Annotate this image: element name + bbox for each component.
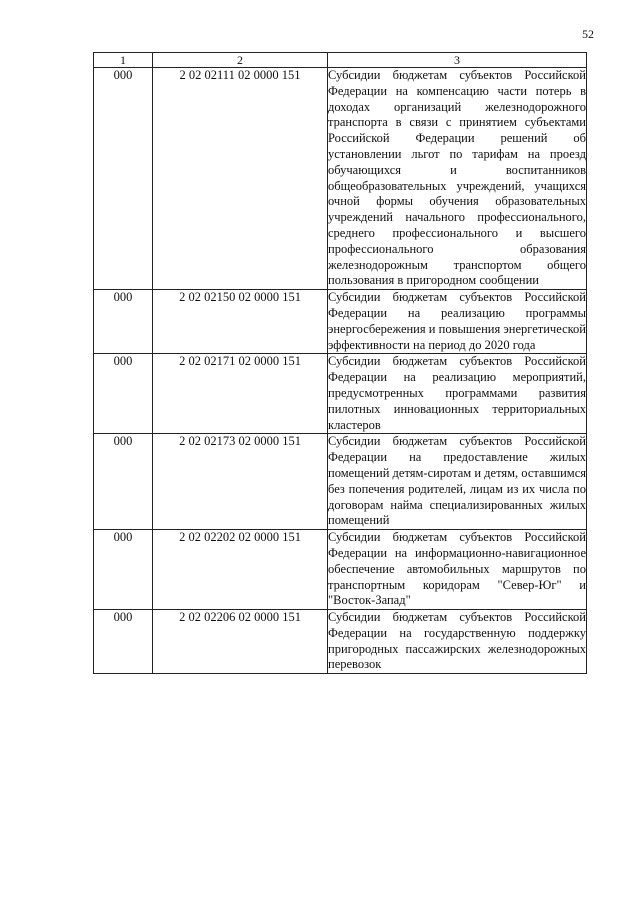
description-cell: Субсидии бюджетам субъектов Российской Федерации на реализацию мероприятий, предусмотренных программами развития пилотных инновационных территориальных кластеров [328, 354, 587, 434]
column-header-3: 3 [328, 53, 587, 68]
admin-code-cell: 000 [94, 68, 153, 290]
description-cell: Субсидии бюджетам субъектов Российской Федерации на компенсацию части потерь в доходах организаций железнодорожного транспорта в связи с принятием субъектами Российской Федерации решений об установлении льгот по тарифам на проезд обучающихся и воспитанников общеобразовательных учреждений, учащихся очной формы обучения образовательных учреждений начального профессионального, среднего профессионального и высшего профессионального образования железнодорожным транспортом общего пользования в пригородном сообщении [328, 68, 587, 290]
admin-code-cell: 000 [94, 354, 153, 434]
income-code-cell: 2 02 02150 02 0000 151 [153, 290, 328, 354]
admin-code-cell: 000 [94, 530, 153, 610]
admin-code-cell: 000 [94, 434, 153, 530]
page-number: 52 [582, 27, 594, 41]
table-row [94, 434, 587, 530]
income-code-cell: 2 02 02171 02 0000 151 [153, 354, 328, 434]
table-row [94, 290, 587, 354]
budget-classification-table [93, 52, 587, 674]
table-row [94, 530, 587, 610]
description-cell: Субсидии бюджетам субъектов Российской Федерации на предоставление жилых помещений детям-сиротам и детям, оставшимся без попечения родителей, лицам из их числа по договорам найма специализированных жилых помещений [328, 434, 587, 530]
admin-code-cell: 000 [94, 610, 153, 674]
admin-code-cell: 000 [94, 290, 153, 354]
table-row [94, 68, 587, 290]
description-cell: Субсидии бюджетам субъектов Российской Федерации на государственную поддержку пригородных пассажирских железнодорожных перевозок [328, 610, 587, 674]
income-code-cell: 2 02 02206 02 0000 151 [153, 610, 328, 674]
description-cell: Субсидии бюджетам субъектов Российской Федерации на информационно-навигационное обеспечение автомобильных маршрутов по транспортным коридорам "Север-Юг" и "Восток-Запад" [328, 530, 587, 610]
income-code-cell: 2 02 02202 02 0000 151 [153, 530, 328, 610]
income-code-cell: 2 02 02173 02 0000 151 [153, 434, 328, 530]
table-header-row [94, 53, 587, 68]
table-row [94, 354, 587, 434]
description-cell: Субсидии бюджетам субъектов Российской Федерации на реализацию программы энергосбережения и повышения энергетической эффективности на период до 2020 года [328, 290, 587, 354]
column-header-2: 2 [153, 53, 328, 68]
income-code-cell: 2 02 02111 02 0000 151 [153, 68, 328, 290]
table-row [94, 610, 587, 674]
column-header-1: 1 [94, 53, 153, 68]
